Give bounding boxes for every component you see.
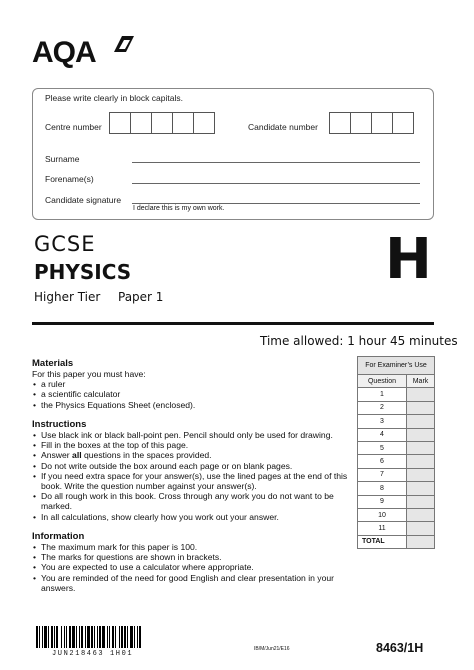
question-number: 7 (358, 468, 407, 481)
mark-cell[interactable] (407, 468, 435, 481)
table-row (358, 468, 435, 481)
candidate-number-label: Candidate number (248, 122, 318, 132)
surname-field[interactable] (132, 162, 420, 163)
signature-field[interactable] (132, 203, 420, 204)
centre-number-field[interactable] (110, 112, 215, 134)
question-number: 8 (358, 482, 407, 495)
examiners-use-title: For Examiner’s Use (358, 357, 435, 375)
barcode-icon (36, 626, 186, 648)
forenames-label: Forename(s) (45, 174, 94, 184)
centre-digit-box[interactable] (172, 112, 194, 134)
total-mark-cell[interactable] (407, 535, 435, 548)
information-heading: Information (32, 531, 85, 542)
table-row (358, 455, 435, 468)
centre-digit-box[interactable] (151, 112, 173, 134)
candidate-number-field[interactable] (330, 112, 414, 134)
list-item: • You are reminded of the need for good English and clear presentation in your answers. (41, 573, 352, 593)
title-divider (32, 322, 434, 325)
instructions-section (32, 419, 352, 522)
materials-section (32, 358, 352, 410)
question-number: 6 (358, 455, 407, 468)
question-number: 1 (358, 388, 407, 401)
table-row (358, 388, 435, 401)
answer-all-emphasis: all (72, 450, 82, 461)
materials-intro: For this paper you must have: (32, 369, 146, 379)
total-label: TOTAL (358, 535, 407, 548)
table-row (358, 482, 435, 495)
question-number: 11 (358, 522, 407, 535)
instructions-list (32, 430, 352, 522)
tier-label: Higher Tier (34, 290, 101, 304)
list-item: • The marks for questions are shown in brackets. (41, 552, 352, 562)
mark-cell[interactable] (407, 508, 435, 521)
question-number: 9 (358, 495, 407, 508)
mark-cell[interactable] (407, 401, 435, 414)
barcode-text: JUN218463 1H01 (52, 650, 134, 658)
table-row (358, 441, 435, 454)
list-item: • a ruler (41, 379, 352, 389)
aqa-logo-mark-icon (112, 34, 136, 54)
table-row (358, 508, 435, 521)
answer-prefix: Answer (41, 450, 73, 461)
list-item: • You are expected to use a calculator where appropriate. (41, 562, 352, 572)
list-item: • Use black ink or black ball-point pen. Pencil should only be used for drawing. (41, 430, 352, 440)
materials-list (32, 379, 352, 410)
list-item: • a scientific calculator (41, 389, 352, 399)
list-item: • If you need extra space for your answer(s), use the lined pages at the end of this book. Write the question number against your answer(s). (41, 471, 352, 491)
candidate-digit-box[interactable] (329, 112, 351, 134)
list-item: • The maximum mark for this paper is 100. (41, 542, 352, 552)
surname-label: Surname (45, 154, 80, 164)
mark-cell[interactable] (407, 455, 435, 468)
candidate-digit-box[interactable] (371, 112, 393, 134)
question-number: 5 (358, 441, 407, 454)
centre-number-label: Centre number (45, 122, 102, 132)
information-list (32, 542, 352, 593)
question-column-header: Question (358, 375, 407, 388)
paper-reference: IB/M/Jun21/E16 (254, 646, 290, 652)
tier-letter: H (385, 227, 432, 292)
mark-cell[interactable] (407, 415, 435, 428)
paper-code: 8463/1H (376, 641, 424, 655)
list-item: • In all calculations, show clearly how you work out your answer. (41, 512, 352, 522)
subject-title: PHYSICS (34, 260, 132, 284)
list-item: • Fill in the boxes at the top of this page. (41, 440, 352, 450)
block-capitals-instruction: Please write clearly in block capitals. (45, 93, 183, 103)
time-allowed: Time allowed: 1 hour 45 minutes (260, 334, 458, 348)
paper-label: Paper 1 (118, 290, 164, 304)
centre-digit-box[interactable] (109, 112, 131, 134)
mark-cell[interactable] (407, 428, 435, 441)
information-section (32, 531, 352, 593)
candidate-digit-box[interactable] (350, 112, 372, 134)
candidate-digit-box[interactable] (392, 112, 414, 134)
question-number: 3 (358, 415, 407, 428)
question-number: 4 (358, 428, 407, 441)
question-number: 10 (358, 508, 407, 521)
list-item: • Do not write outside the box around each page or on blank pages. (41, 461, 352, 471)
table-row (358, 428, 435, 441)
centre-digit-box[interactable] (193, 112, 215, 134)
aqa-logo: AQA (32, 36, 96, 69)
table-row (358, 522, 435, 535)
list-item: • Do all rough work in this book. Cross through any work you do not want to be marked. (41, 491, 352, 511)
table-row (358, 495, 435, 508)
instructions-heading: Instructions (32, 419, 87, 430)
mark-cell[interactable] (407, 482, 435, 495)
mark-cell[interactable] (407, 441, 435, 454)
mark-column-header: Mark (407, 375, 435, 388)
mark-cell[interactable] (407, 388, 435, 401)
question-number: 2 (358, 401, 407, 414)
materials-heading: Materials (32, 358, 74, 369)
total-row (358, 535, 435, 548)
mark-cell[interactable] (407, 522, 435, 535)
declaration-text: I declare this is my own work. (133, 205, 225, 212)
answer-suffix: questions in the spaces provided. (84, 450, 212, 461)
table-row (358, 415, 435, 428)
examiners-use-table (357, 356, 435, 549)
table-row (358, 401, 435, 414)
qualification-title: GCSE (34, 232, 96, 256)
list-item: • the Physics Equations Sheet (enclosed). (41, 400, 352, 410)
list-item (41, 450, 352, 460)
centre-digit-box[interactable] (130, 112, 152, 134)
mark-cell[interactable] (407, 495, 435, 508)
signature-label: Candidate signature (45, 195, 122, 205)
forenames-field[interactable] (132, 183, 420, 184)
